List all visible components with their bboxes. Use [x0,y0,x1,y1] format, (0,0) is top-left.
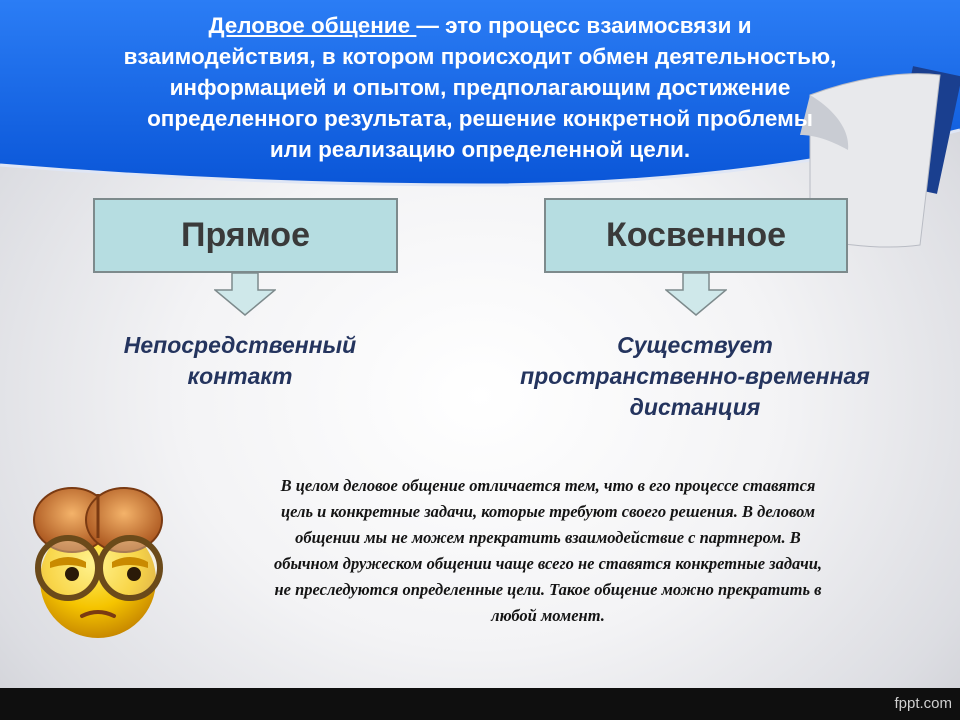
direct-type-description [90,330,390,392]
down-arrow-icon [665,272,727,316]
indirect-type-label: Косвенное [605,216,787,254]
note-line: любой момент. [491,606,605,625]
direct-type-box [93,198,398,273]
note-line: не преследуются определенные цели. Такое общение можно прекратить в [274,580,822,599]
down-arrow-icon [214,272,276,316]
summary-note [168,473,928,629]
definition-term: Деловое общение [208,13,417,38]
indirect-type-box [544,198,848,273]
definition-line: определенного результата, решение конкретной проблемы [147,106,813,131]
definition-line: или реализацию определенной цели. [269,137,691,162]
definition-line: информацией и опытом, предполагающим достижение [169,75,791,100]
direct-type-label: Прямое [181,216,310,254]
description-line: пространственно-временная [520,363,870,389]
footer-credit: fppt.com [894,695,952,712]
note-line: цель и конкретные задачи, которые требуют своего решения. В деловом [280,502,816,521]
note-line: общении мы не можем прекратить взаимодействие с партнером. В [295,528,801,547]
definition-text [40,10,920,165]
definition-line: — это процесс взаимосвязи и [416,13,752,38]
indirect-type-description [480,330,910,423]
description-line: дистанция [629,394,761,420]
description-line: контакт [187,363,293,389]
definition-line: взаимодействия, в котором происходит обмен деятельностью, [123,44,837,69]
description-line: Непосредственный [123,332,357,358]
thinking-smiley-icon [10,468,185,643]
note-line: обычном дружеском общении чаще всего не ставятся конкретные задачи, [273,554,823,573]
note-line: В целом деловое общение отличается тем, что в его процессе ставятся [280,476,816,495]
bottom-bar [0,688,960,720]
description-line: Существует [617,332,773,358]
